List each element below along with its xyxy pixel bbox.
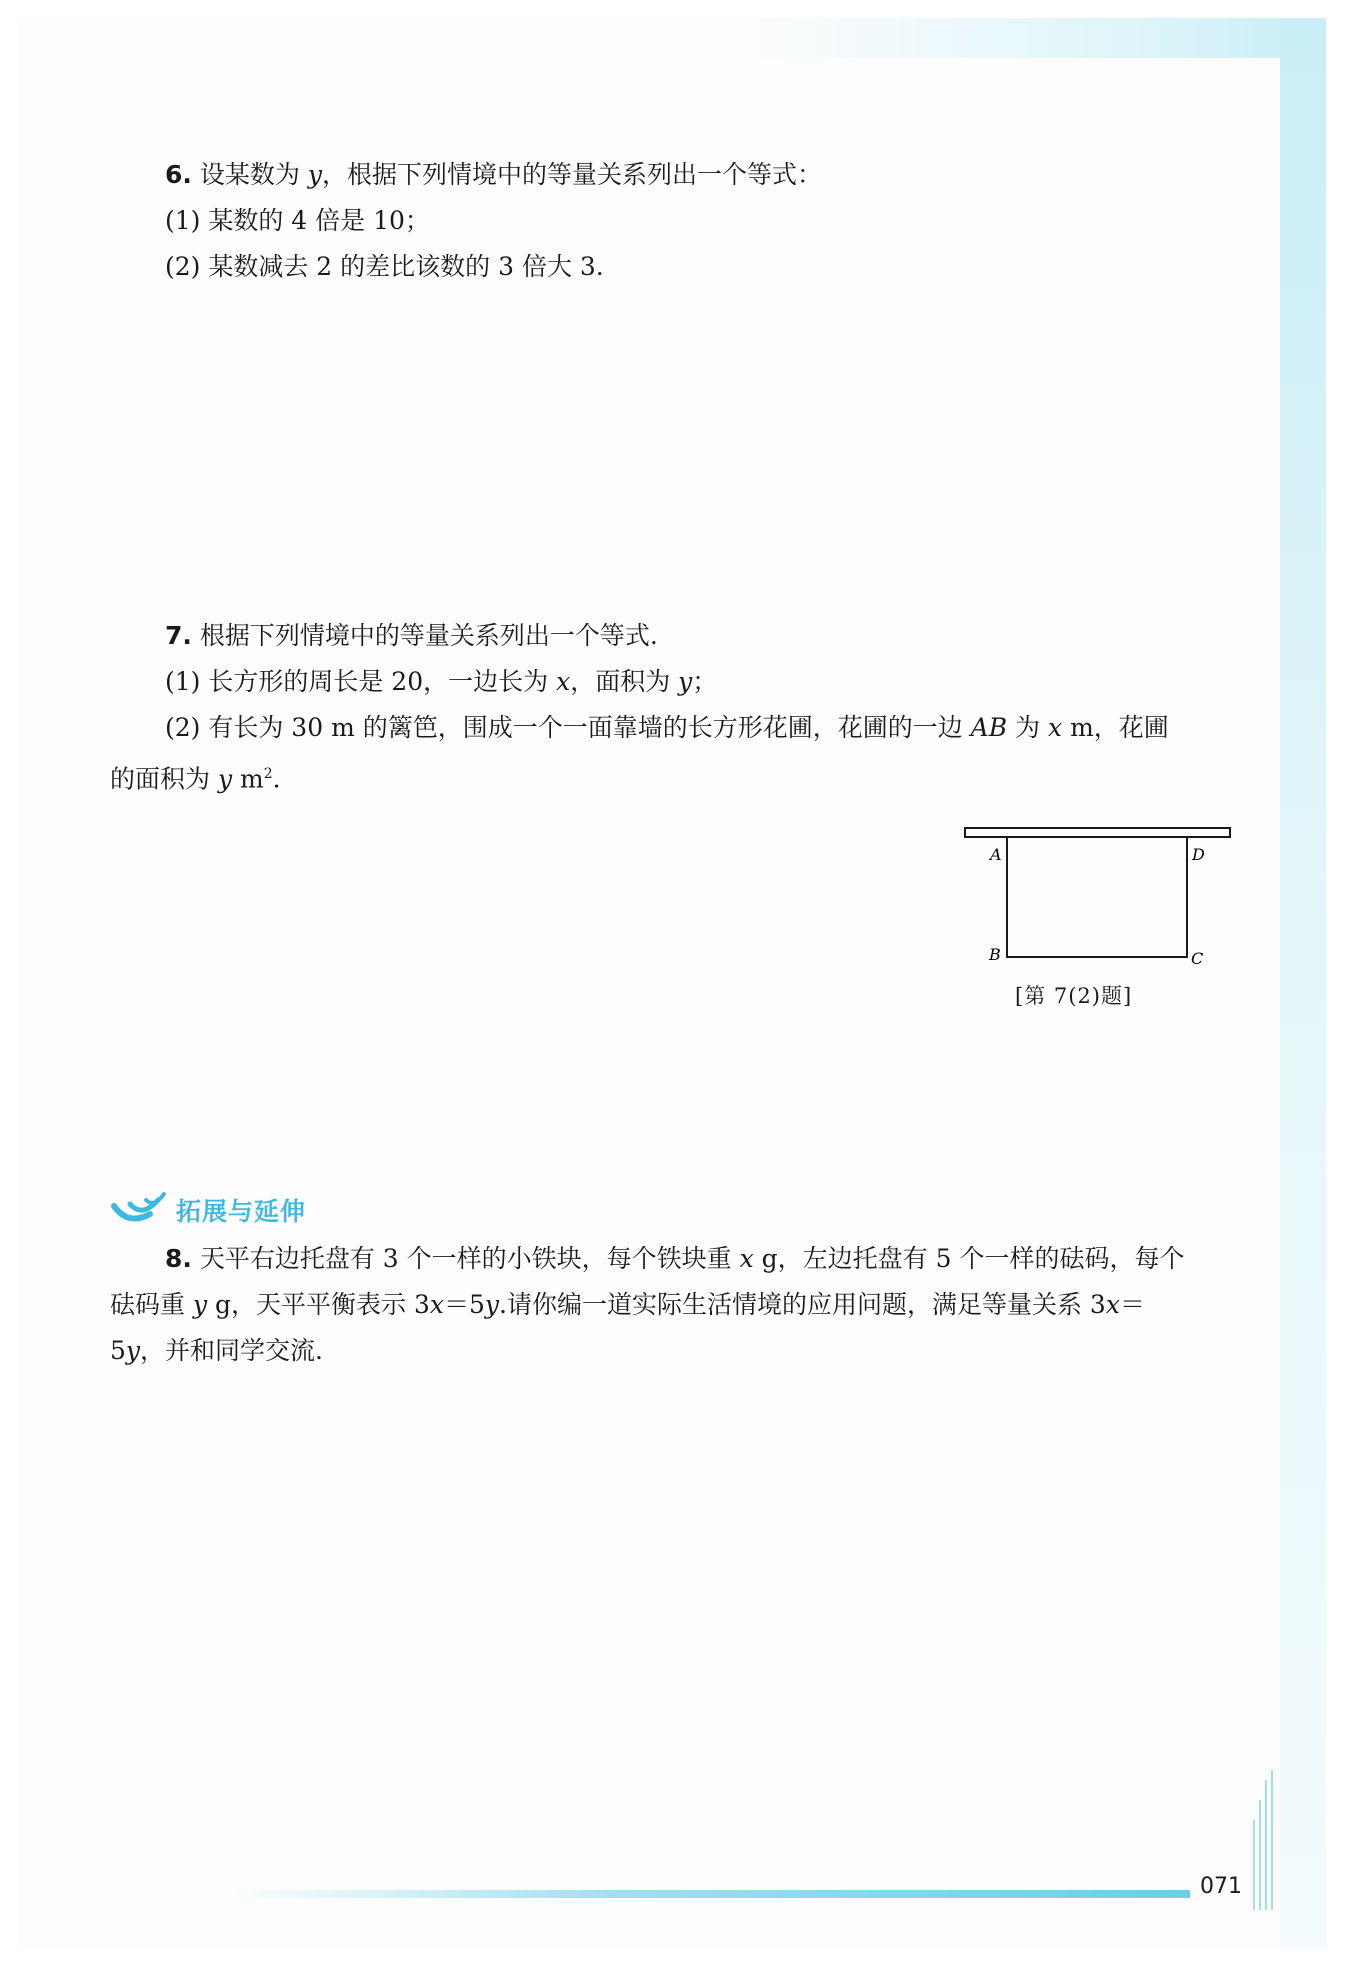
q7-stem: 7. 根据下列情境中的等量关系列出一个等式. (165, 621, 658, 650)
top-decorative-band (18, 18, 1326, 58)
garden-rectangle (1007, 837, 1187, 957)
section-header (110, 1190, 306, 1230)
q8-line-3: 5y，并和同学交流. (110, 1336, 323, 1365)
edge-lines-decoration (1250, 1770, 1280, 1910)
figure-caption: [第 7(2)题] (1015, 984, 1133, 1008)
vertex-label-d: D (1192, 845, 1205, 864)
q7-part-2: (2) 有长为 30 m 的篱笆，围成一个一面靠墙的长方形花圃，花圃的一边 AB 为 x m，花圃 (165, 713, 1169, 742)
footer-bar (230, 1890, 1190, 1898)
section-title: 拓展与延伸 (176, 1197, 307, 1226)
wall (965, 828, 1230, 837)
vertex-label-a: A (990, 845, 1002, 864)
question-6 (110, 152, 1235, 290)
q6-part-1: (1) 某数的 4 倍是 10； (165, 206, 430, 235)
q8-line-2: 砝码重 y g，天平平衡表示 3x＝5y.请你编一道实际生活情境的应用问题，满足等量关系 3x＝ (110, 1290, 1145, 1319)
q6-part-2: (2) 某数减去 2 的差比该数的 3 倍大 3. (165, 252, 604, 281)
question-7 (110, 613, 1235, 802)
page-number: 071 (1200, 1874, 1242, 1899)
vertex-label-c: C (1191, 949, 1204, 968)
wave-swoosh-icon (110, 1190, 168, 1230)
right-decorative-band (1280, 18, 1326, 1948)
q8-line-1: 8. 天平右边托盘有 3 个一样的小铁块，每个铁块重 x g，左边托盘有 5 个一样的砝码，每个 (165, 1244, 1185, 1273)
q7-part-1: (1) 长方形的周长是 20，一边长为 x，面积为 y； (165, 667, 718, 696)
vertex-label-b: B (989, 945, 1001, 964)
q6-stem: 6. 设某数为 y，根据下列情境中的等量关系列出一个等式： (165, 160, 822, 189)
question-8 (110, 1236, 1235, 1374)
q7-part-2-cont: 的面积为 y $m^2$. (110, 764, 281, 794)
